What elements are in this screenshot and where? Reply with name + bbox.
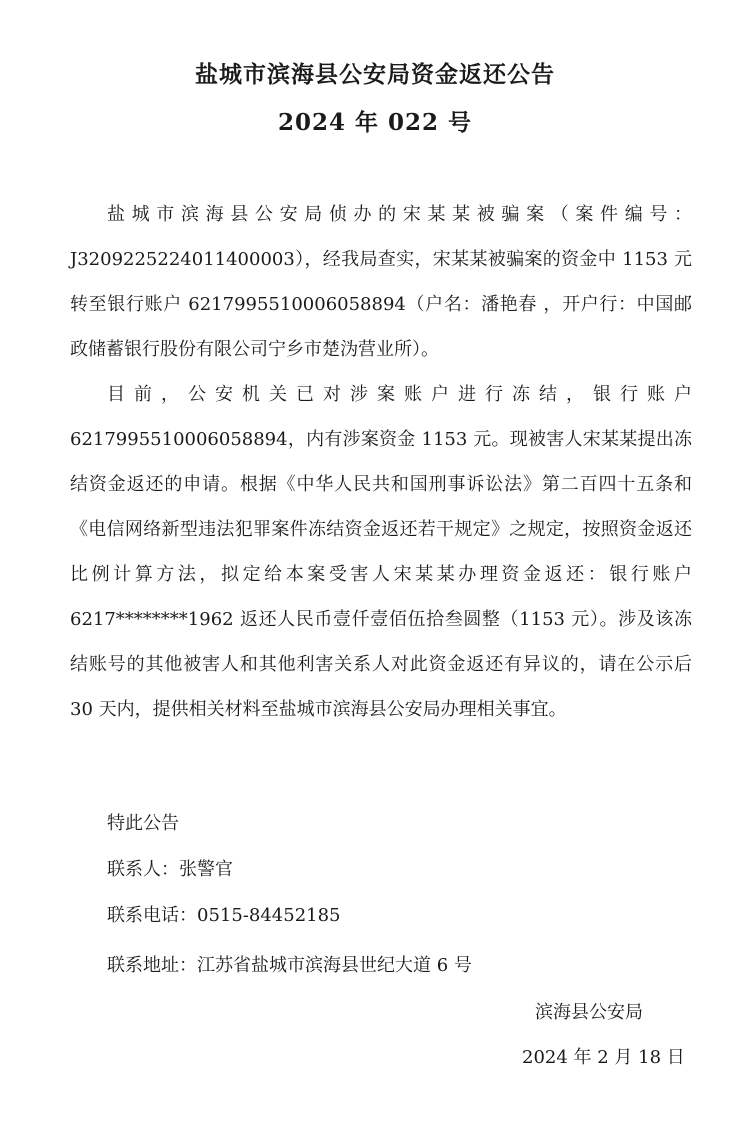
closing-notice: 特此公告 [107,813,179,834]
document-number: 2024 年 022 号 [277,109,473,136]
contact-address: 联系地址：江苏省盐城市滨海县世纪大道 6 号 [107,955,472,976]
contact-person: 联系人：张警官 [107,859,233,880]
signature-date: 2024 年 2 月 18 日 [522,1047,685,1068]
paragraph-case-details: 盐城市滨海县公安局侦办的宋某某被骗案（案件编号：J3209225224011400003），经我局查实，宋某某被骗案的资金中 1153 元转至银行账户 6217995510006058894（户名：潘艳春 ，开户行：中国邮政储蓄银行股份有限公司宁乡市楚沩营业所）。 [70,204,692,360]
signature-organization: 滨海县公安局 [535,1002,643,1023]
document-title: 盐城市滨海县公安局资金返还公告 [195,61,555,88]
contact-phone: 联系电话：0515-84452185 [107,905,341,926]
paragraph-refund-decision: 目前，公安机关已对涉案账户进行冻结，银行账户 6217995510006058894，内有涉案资金 1153 元。现被害人宋某某提出冻结资金返还的申请。根据《中华人民共和国刑事诉讼法》第二百四十五条和《电信网络新型违法犯罪案件冻结资金返还若干规定》之规定，按照资金返还比例计算方法，拟定给本案受害人宋某某办理资金返还：银行账户 6217********1962 返还人民币壹仟壹佰伍拾叁圆整（1153 元）。涉及该冻结账号的其他被害人和其他利害关系人对此资金返还有异议的，请在公示后 30 天内，提供相关材料至盐城市滨海县公安局办理相关事宜。 [70,384,692,720]
